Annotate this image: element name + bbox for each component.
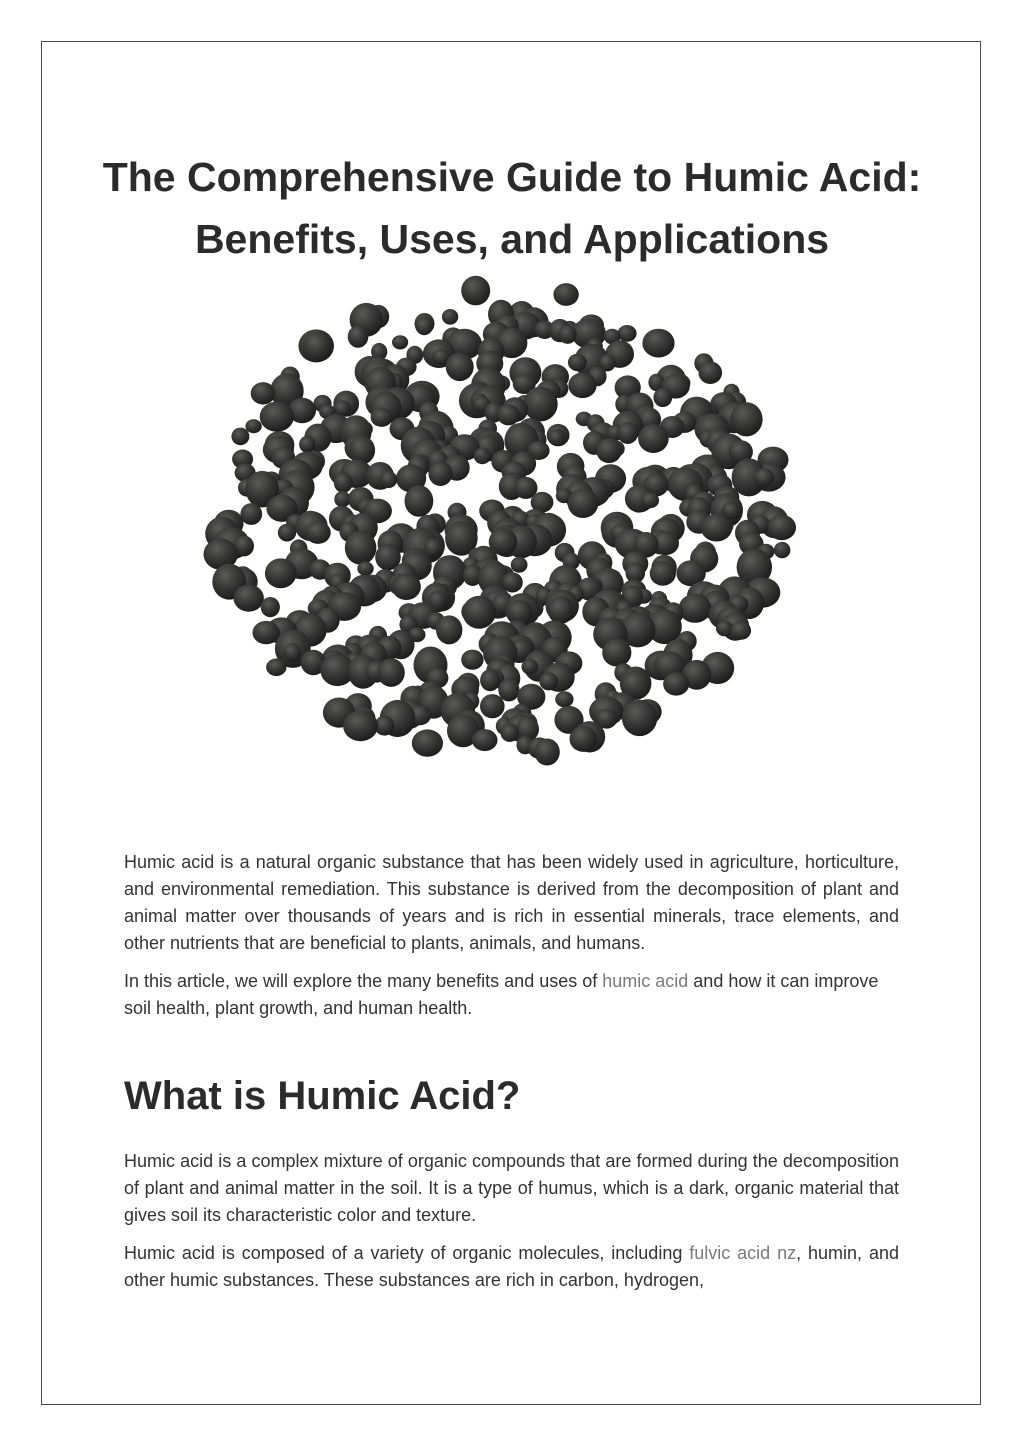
humic-acid-link[interactable]: humic acid <box>602 971 689 991</box>
granule <box>462 596 495 629</box>
granule <box>653 388 672 407</box>
granule <box>596 438 622 463</box>
granule <box>730 402 762 436</box>
granule <box>278 524 296 542</box>
section-paragraph-1: Humic acid is a complex mixture of organic compounds that are formed during the decomposition of plant and animal matter in the soil. It is a type of humus, which is a dark, organic material that gives soil its characteristic color and texture. <box>124 1151 899 1225</box>
granule <box>446 353 474 382</box>
granule <box>357 561 373 575</box>
granule <box>618 325 637 342</box>
granule <box>641 492 659 508</box>
granule <box>428 461 452 486</box>
granule <box>650 561 676 586</box>
granule <box>570 726 598 752</box>
granule <box>461 650 483 670</box>
granule <box>345 531 377 565</box>
granule <box>568 373 596 399</box>
granule <box>474 447 491 464</box>
granule <box>774 542 791 558</box>
granule <box>730 621 751 640</box>
granule <box>405 485 434 517</box>
granule <box>436 615 462 644</box>
granule <box>480 694 505 718</box>
granule <box>602 639 631 667</box>
granule <box>371 408 393 427</box>
intro-paragraph-2-text-a: In this article, we will explore the many benefits and uses of <box>124 971 603 991</box>
granule <box>343 710 378 741</box>
granule <box>553 283 578 306</box>
granule <box>754 468 775 487</box>
section-paragraph-2 <box>124 1240 899 1294</box>
granule <box>415 317 433 335</box>
granule <box>299 436 315 453</box>
granule <box>617 422 638 444</box>
what-is-section <box>124 1148 899 1294</box>
granule <box>568 489 599 518</box>
page-title: The Comprehensive Guide to Humic Acid: Benefits, Uses, and Applications <box>102 154 922 262</box>
granule <box>768 515 796 540</box>
granule <box>412 729 443 756</box>
granule <box>231 428 249 446</box>
granule <box>380 471 397 488</box>
granule <box>348 326 369 348</box>
section-paragraph-2-text-b: , humin, and other humic substances. These substances are rich in carbon, hydrogen, <box>124 1243 900 1290</box>
granule <box>548 596 574 624</box>
intro-paragraph-1: Humic acid is a natural organic substance that has been widely used in agriculture, horticulture, and environmental remediation. This substance is derived from the decomposition of plant and animal matter over thousands of years and is rich in essential minerals, trace elements, and other nutrients that are beneficial to plants, animals, and humans. <box>124 852 899 953</box>
granule <box>622 700 657 736</box>
granule <box>240 503 262 525</box>
granule <box>392 573 421 600</box>
granule <box>663 672 689 695</box>
granule <box>245 419 261 433</box>
granule <box>498 679 519 702</box>
granule <box>472 729 498 751</box>
granule <box>251 382 276 404</box>
granule <box>522 659 539 675</box>
granule <box>699 361 723 384</box>
granule <box>283 643 301 662</box>
granule <box>548 429 565 446</box>
granule <box>534 739 559 766</box>
granule <box>524 387 558 422</box>
granule <box>701 514 732 542</box>
granule <box>392 335 408 349</box>
granule <box>334 400 351 416</box>
granule <box>497 404 520 425</box>
granule <box>265 558 297 588</box>
section-paragraph-2-text-a: Humic acid is composed of a variety of organic molecules, including <box>124 1243 690 1263</box>
granule <box>461 276 490 306</box>
granule <box>253 621 280 644</box>
intro-section <box>124 849 899 1022</box>
granule <box>539 672 558 690</box>
granule <box>442 309 458 325</box>
granule <box>638 424 669 453</box>
fulvic-acid-nz-link[interactable]: fulvic acid nz <box>689 1243 797 1263</box>
granule <box>303 332 333 362</box>
granule <box>334 472 353 493</box>
granule-pile <box>204 276 797 766</box>
humic-acid-granules-image <box>200 272 800 792</box>
granule <box>568 354 587 371</box>
granule <box>261 597 280 617</box>
granule <box>501 724 520 742</box>
granule <box>234 585 264 612</box>
granule <box>266 659 286 677</box>
section-heading: What is Humic Acid? <box>124 1074 521 1118</box>
granule <box>555 691 573 707</box>
granule <box>511 557 528 573</box>
granule <box>305 521 330 544</box>
intro-paragraph-2-text-b: and how it can improve soil health, plant growth, and human health. <box>124 971 879 1018</box>
granule <box>480 669 500 691</box>
granule <box>377 658 404 687</box>
granule <box>642 329 674 358</box>
intro-paragraph-2 <box>124 968 899 1022</box>
granule <box>260 402 294 432</box>
granule <box>679 594 712 623</box>
granule <box>559 325 577 344</box>
